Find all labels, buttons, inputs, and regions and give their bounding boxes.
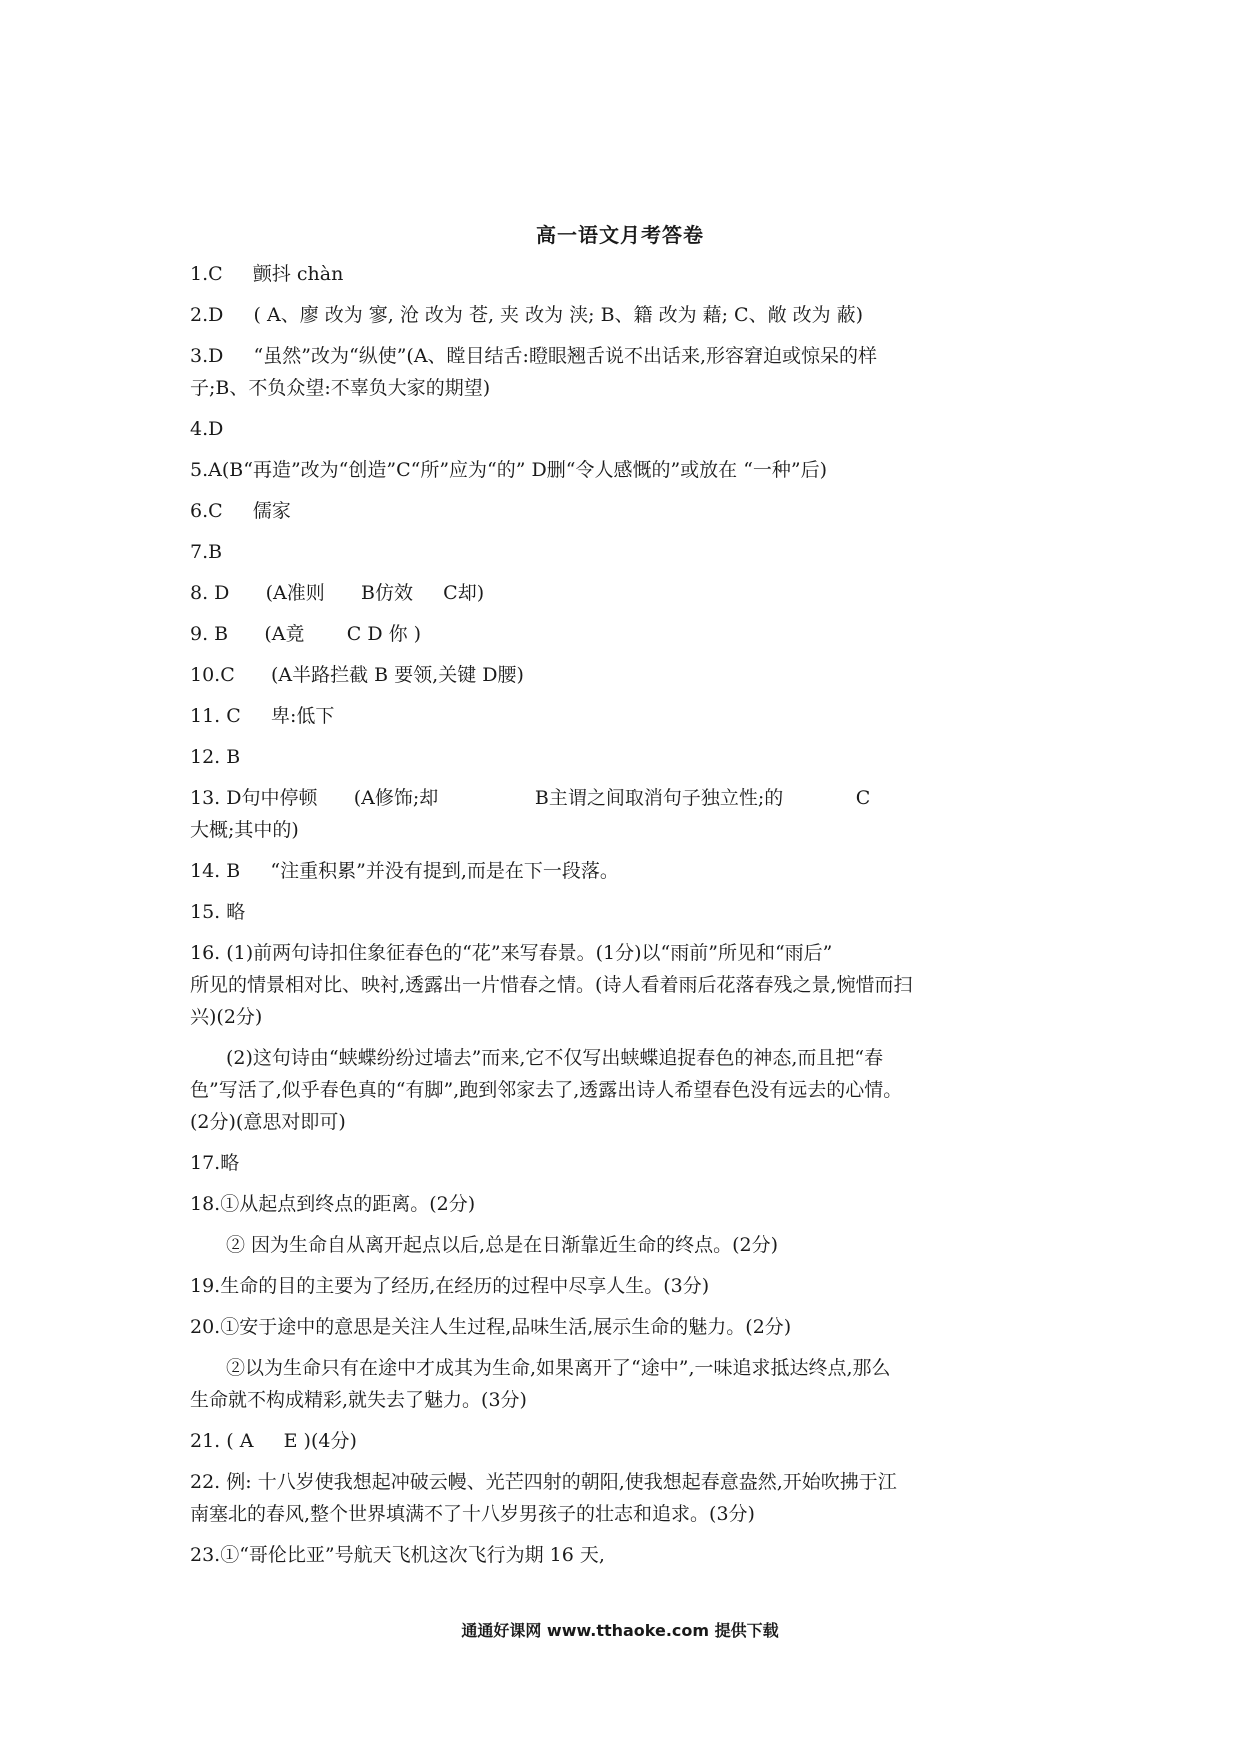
answer-line-20: 20.①安于途中的意思是关注人生过程,品味生活,展示生命的魅力。(2分) [190, 1316, 792, 1338]
answer-line-5: 5.A(B“再造”改为“创造”C“所”应为“的” D删“令人感慨的”或放在 “一种”后) [190, 459, 828, 481]
answer-line-20-part-2-cont: 生命就不构成精彩,就失去了魅力。(3分) [190, 1389, 527, 1411]
answer-line-7: 7.B [190, 541, 223, 563]
answer-line-18-part-2: ② 因为生命自从离开起点以后,总是在日渐靠近生命的终点。(2分) [226, 1234, 778, 1256]
answer-line-2: 2.D ( A、廖 改为 寥, 沧 改为 苍, 夹 改为 浃; B、籍 改为 藉; C、敞 改为 蔽) [190, 304, 864, 326]
answer-list [190, 258, 1050, 1580]
answer-line-6: 6.C 儒家 [190, 500, 291, 522]
answer-line-3: 3.D “虽然”改为“纵使”(A、瞠目结舌:瞪眼翘舌说不出话来,形容窘迫或惊呆的样 [190, 345, 877, 367]
answer-line-16-part-2-cont-1: 色”写活了,似乎春色真的“有脚”,跑到邻家去了,透露出诗人希望春色没有远去的心情。 [190, 1079, 903, 1101]
answer-line-4: 4.D [190, 418, 224, 440]
answer-line-1: 1.C 颤抖 chàn [190, 263, 344, 285]
answer-line-11: 11. C 卑:低下 [190, 705, 335, 727]
answer-line-21: 21. ( A E )(4分) [190, 1430, 357, 1452]
footer-source: 通通好课网 www.tthaoke.com 提供下载 [461, 1621, 779, 1640]
answer-line-10: 10.C (A半路拦截 B 要领,关键 D腰) [190, 664, 524, 686]
answer-line-13-cont: 大概;其中的) [190, 819, 299, 841]
answer-line-16-part-2-cont-2: (2分)(意思对即可) [190, 1111, 346, 1133]
answer-line-12: 12. B [190, 746, 241, 768]
answer-line-3-cont: 子;B、不负众望:不辜负大家的期望) [190, 377, 491, 399]
answer-line-17: 17.略 [190, 1152, 240, 1174]
answer-line-19: 19.生命的目的主要为了经历,在经历的过程中尽享人生。(3分) [190, 1275, 710, 1297]
answer-line-14: 14. B “注重积累”并没有提到,而是在下一段落。 [190, 860, 619, 882]
answer-line-9: 9. B (A竟 C D 你 ) [190, 623, 422, 645]
answer-line-13: 13. D句中停顿 (A修饰;却 B主谓之间取消句子独立性;的 C [190, 787, 871, 809]
answer-line-8: 8. D (A准则 B仿效 C却) [190, 582, 485, 604]
answer-line-16-cont-2: 兴)(2分) [190, 1006, 263, 1028]
answer-line-22-cont: 南塞北的春风,整个世界填满不了十八岁男孩子的壮志和追求。(3分) [190, 1503, 755, 1525]
answer-line-18: 18.①从起点到终点的距离。(2分) [190, 1193, 476, 1215]
answer-line-16-cont-1: 所见的情景相对比、映衬,透露出一片惜春之情。(诗人看着雨后花落春残之景,惋惜而扫 [190, 974, 913, 996]
answer-line-23: 23.①“哥伦比亚”号航天飞机这次飞行为期 16 天, [190, 1544, 605, 1566]
answer-line-15: 15. 略 [190, 901, 246, 923]
answer-line-16-part-2: (2)这句诗由“蛱蝶纷纷过墙去”而来,它不仅写出蛱蝶追捉春色的神态,而且把“春 [226, 1047, 884, 1069]
document-title: 高一语文月考答卷 [536, 223, 704, 247]
answer-line-20-part-2: ②以为生命只有在途中才成其为生命,如果离开了“途中”,一味追求抵达终点,那么 [226, 1357, 891, 1379]
answer-line-22: 22. 例: 十八岁使我想起冲破云幔、光芒四射的朝阳,使我想起春意盎然,开始吹拂于江 [190, 1471, 897, 1493]
answer-line-16: 16. (1)前两句诗扣住象征春色的“花”来写春景。(1分)以“雨前”所见和“雨后” [190, 942, 833, 964]
